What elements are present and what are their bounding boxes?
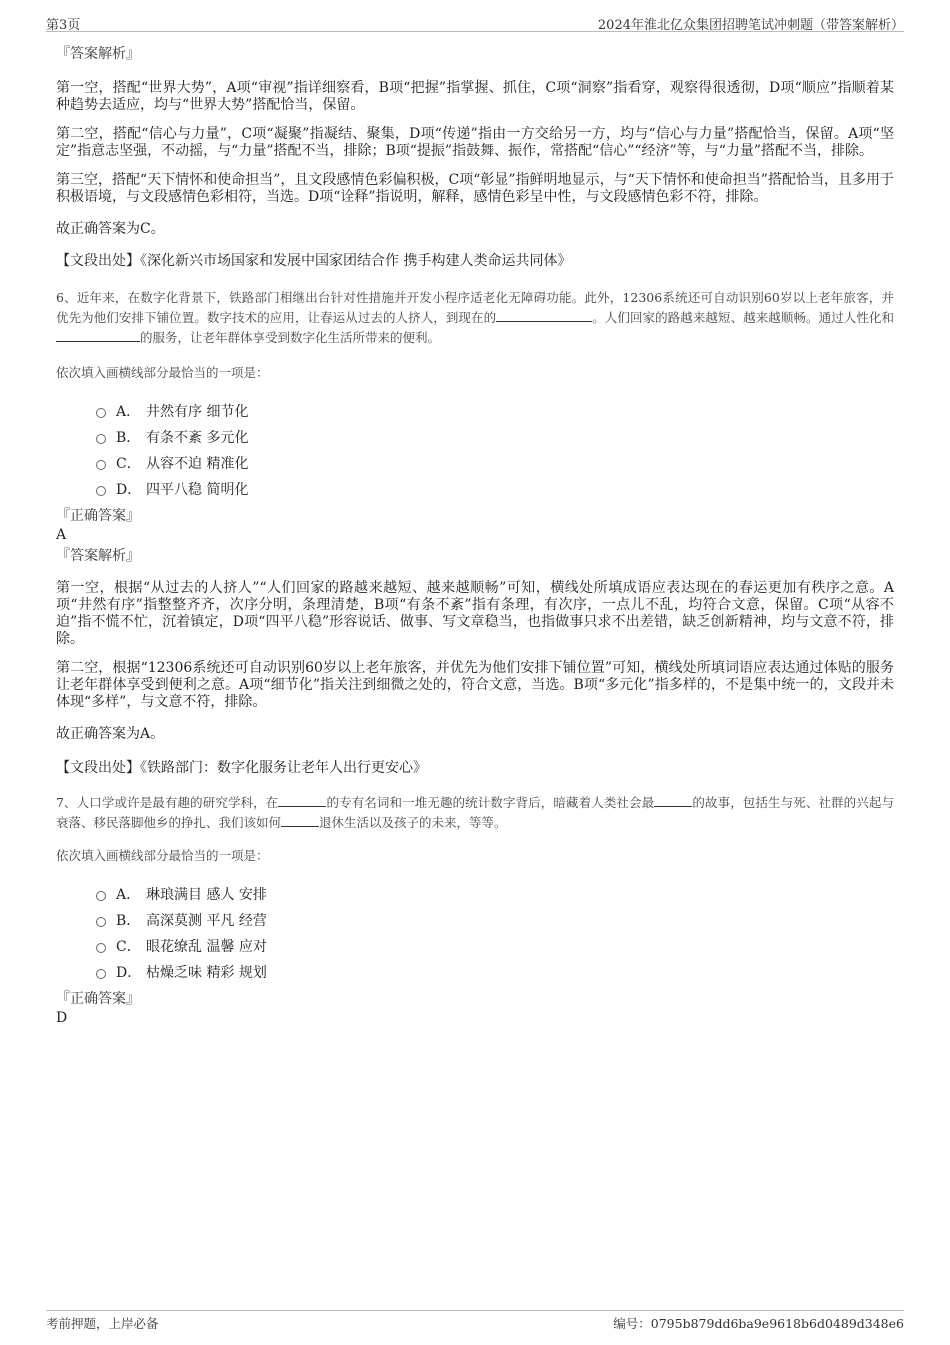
q7-option-c[interactable] <box>96 933 894 959</box>
q6-stem-part-c: 的服务，让老年群体享受到数字化生活所带来的便利。 <box>140 330 441 345</box>
q6-answer-label: 『正确答案』 <box>56 508 140 524</box>
option-text: 四平八稳 简明化 <box>146 482 249 498</box>
option-letter: B． <box>116 913 141 929</box>
q7-stem-part-d: 退休生活以及孩子的未来，等等。 <box>319 815 507 830</box>
q7-blank-3 <box>281 813 319 827</box>
q6-blank-2 <box>56 328 140 342</box>
q6-analysis-label: 『答案解析』 <box>56 548 140 564</box>
option-text: 井然有序 细节化 <box>146 404 249 420</box>
q7-option-d[interactable] <box>96 959 894 985</box>
q6-stem-part-a: 6、近年来，在数字化背景下，铁路部门相继出台针对性措施并开发小程序适老化无障碍功能。此外，12306系统还可自动识别60岁以上老年旅客，并优先为他们安排下铺位置。数字技术的应用，让春运从过去的人挤人，到现在的 <box>56 290 894 325</box>
q7-options <box>96 881 894 985</box>
option-letter: C． <box>116 456 141 472</box>
option-letter: A． <box>116 887 141 903</box>
option-letter: D． <box>116 965 142 981</box>
q7-option-b[interactable] <box>96 907 894 933</box>
radio-icon[interactable] <box>96 486 106 496</box>
q7-stem-part-c: 的故事，包括生与死、社群的兴起与衰落、移民落脚他乡的挣扎、我们该如何 <box>56 795 894 830</box>
q6-options <box>96 398 894 502</box>
q6-blank-1 <box>496 308 592 322</box>
page-header <box>46 14 904 32</box>
q6-instruction: 依次填入画横线部分最恰当的一项是： <box>56 365 269 380</box>
page-footer <box>46 1310 904 1332</box>
radio-icon[interactable] <box>96 969 106 979</box>
option-text: 枯燥乏味 精彩 规划 <box>146 965 267 981</box>
q6-conclusion: 故正确答案为A。 <box>56 726 165 742</box>
radio-icon[interactable] <box>96 891 106 901</box>
radio-icon[interactable] <box>96 460 106 470</box>
q7-option-a[interactable] <box>96 881 894 907</box>
q5-analysis-label: 『答案解析』 <box>56 46 140 62</box>
radio-icon[interactable] <box>96 917 106 927</box>
q7-stem-part-a: 7、人口学或许是最有趣的研究学科，在 <box>56 795 279 810</box>
document-title: 2024年淮北亿众集团招聘笔试冲刺题（带答案解析） <box>597 18 904 33</box>
footer-slogan: 考前押题，上岸必备 <box>46 1316 159 1331</box>
option-letter: C． <box>116 939 141 955</box>
option-letter: D． <box>116 482 142 498</box>
option-text: 有条不紊 多元化 <box>146 430 249 446</box>
page-number: 第3页 <box>46 18 81 33</box>
q5-source: 【文段出处】《深化新兴市场国家和发展中国家团结合作 携手构建人类命运共同体》 <box>56 253 572 269</box>
option-text: 琳琅满目 感人 安排 <box>146 887 267 903</box>
q6-source: 【文段出处】《铁路部门：数字化服务让老年人出行更安心》 <box>56 760 427 776</box>
q6-option-a[interactable] <box>96 398 894 424</box>
q6-answer: A <box>56 527 67 543</box>
q5-conclusion: 故正确答案为C。 <box>56 221 165 237</box>
q7-answer: D <box>56 1010 68 1026</box>
q7-stem <box>56 793 894 833</box>
option-text: 眼花缭乱 温馨 应对 <box>146 939 267 955</box>
q7-stem-part-b: 的专有名词和一堆无趣的统计数字背后，暗藏着人类社会最 <box>326 795 655 810</box>
q6-analysis-p1: 第一空，根据“从过去的人挤人”“人们回家的路越来越短、越来越顺畅”可知，横线处所填成语应表达现在的春运更加有秩序之意。A项“井然有序”指整整齐齐，次序分明，条理清楚，B项“有条不紊”指有条理，有次序，一点儿不乱，均符合文意，保留。C项“从容不迫”指不慌不忙，沉着镇定，D项“四平八稳”形容说话、做事、写文章稳当，也指做事只求不出差错，缺乏创新精神，均与文意不符，排除。 <box>56 580 894 647</box>
main-content <box>56 44 894 1027</box>
q6-stem <box>56 288 894 348</box>
q5-analysis-p2: 第二空，搭配“信心与力量”，C项“凝聚”指凝结、聚集，D项“传递”指由一方交给另一方，均与“信心与力量”搭配恰当，保留。A项“坚定”指意志坚强，不动摇，与“力量”搭配不当，排除；B项“提振”指鼓舞、振作，常搭配“信心”“经济”等，与“力量”搭配不当，排除。 <box>56 126 894 159</box>
q6-stem-part-b: 。人们回家的路越来越短、越来越顺畅。通过人性化和 <box>592 310 894 325</box>
option-letter: B． <box>116 430 141 446</box>
q6-option-b[interactable] <box>96 424 894 450</box>
q7-answer-label: 『正确答案』 <box>56 991 140 1007</box>
q6-option-d[interactable] <box>96 476 894 502</box>
q5-analysis-p1: 第一空，搭配“世界大势”，A项“审视”指详细察看，B项“把握”指掌握、抓住，C项“洞察”指看穿，观察得很透彻，D项“顺应”指顺着某种趋势去适应，均与“世界大势”搭配恰当，保留。 <box>56 80 894 113</box>
option-text: 从容不迫 精准化 <box>146 456 249 472</box>
q7-blank-2 <box>654 793 692 807</box>
q5-analysis-p3: 第三空，搭配“天下情怀和使命担当”，且文段感情色彩偏积极，C项“彰显”指鲜明地显示，与“天下情怀和使命担当”搭配恰当，且多用于积极语境，与文段感情色彩相符，当选。D项“诠释”指说明，解释，感情色彩呈中性，与文段感情色彩不符，排除。 <box>56 172 894 205</box>
q6-option-c[interactable] <box>96 450 894 476</box>
radio-icon[interactable] <box>96 943 106 953</box>
option-letter: A． <box>116 404 141 420</box>
q7-blank-1 <box>278 793 326 807</box>
option-text: 高深莫测 平凡 经营 <box>146 913 267 929</box>
q7-instruction: 依次填入画横线部分最恰当的一项是： <box>56 848 269 863</box>
footer-serial: 编号：0795b879dd6ba9e9618b6d0489d348e6 <box>613 1316 904 1331</box>
q6-analysis-p2: 第二空，根据“12306系统还可自动识别60岁以上老年旅客，并优先为他们安排下铺位置”可知，横线处所填词语应表达通过体贴的服务让老年群体享受到便利之意。A项“细节化”指关注到细微之处的，符合文意，当选。B项“多元化”指多样的，不是集中统一的，文段并未体现“多样”，与文意不符，排除。 <box>56 660 894 710</box>
radio-icon[interactable] <box>96 408 106 418</box>
radio-icon[interactable] <box>96 434 106 444</box>
